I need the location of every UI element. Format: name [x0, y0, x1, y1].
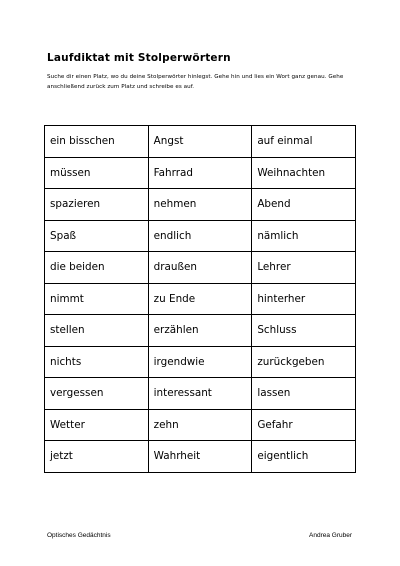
word-cell: Angst — [148, 126, 252, 158]
table-row — [45, 409, 356, 441]
table-row — [45, 157, 356, 189]
word-cell: zurückgeben — [252, 346, 356, 378]
word-cell: nämlich — [252, 220, 356, 252]
word-cell: interessant — [148, 378, 252, 410]
footer-right-text: Andrea Gruber — [309, 532, 352, 539]
word-table — [44, 125, 356, 473]
word-cell: zu Ende — [148, 283, 252, 315]
word-cell: vergessen — [45, 378, 149, 410]
word-cell: Wahrheit — [148, 441, 252, 473]
word-cell: nehmen — [148, 189, 252, 221]
table-row — [45, 189, 356, 221]
word-cell: eigentlich — [252, 441, 356, 473]
table-row — [45, 220, 356, 252]
word-cell: erzählen — [148, 315, 252, 347]
word-cell: spazieren — [45, 189, 149, 221]
word-cell: nimmt — [45, 283, 149, 315]
word-cell: zehn — [148, 409, 252, 441]
word-cell: Abend — [252, 189, 356, 221]
word-cell: Spaß — [45, 220, 149, 252]
table-row — [45, 441, 356, 473]
word-cell: nichts — [45, 346, 149, 378]
word-cell: draußen — [148, 252, 252, 284]
footer-left-text: Optisches Gedächtnis — [47, 532, 111, 539]
word-cell: ein bisschen — [45, 126, 149, 158]
table-row — [45, 126, 356, 158]
document-title: Laufdiktat mit Stolperwörtern — [47, 52, 231, 64]
word-cell: Wetter — [45, 409, 149, 441]
word-cell: Schluss — [252, 315, 356, 347]
word-cell: hinterher — [252, 283, 356, 315]
word-cell: Gefahr — [252, 409, 356, 441]
word-table-body — [45, 126, 356, 473]
table-row — [45, 252, 356, 284]
word-cell: jetzt — [45, 441, 149, 473]
instructions-text: Suche dir einen Platz, wo du deine Stolperwörter hinlegst. Gehe hin und lies ein Wort ganz genau. Gehe anschließend zurück zum Platz und schreibe es auf. — [47, 74, 344, 90]
table-row — [45, 346, 356, 378]
word-cell: die beiden — [45, 252, 149, 284]
word-cell: lassen — [252, 378, 356, 410]
word-cell: endlich — [148, 220, 252, 252]
table-row — [45, 283, 356, 315]
word-cell: Weihnachten — [252, 157, 356, 189]
word-cell: Lehrer — [252, 252, 356, 284]
word-cell: auf einmal — [252, 126, 356, 158]
table-row — [45, 378, 356, 410]
word-cell: Fahrrad — [148, 157, 252, 189]
word-cell: müssen — [45, 157, 149, 189]
word-cell: irgendwie — [148, 346, 252, 378]
word-cell: stellen — [45, 315, 149, 347]
table-row — [45, 315, 356, 347]
